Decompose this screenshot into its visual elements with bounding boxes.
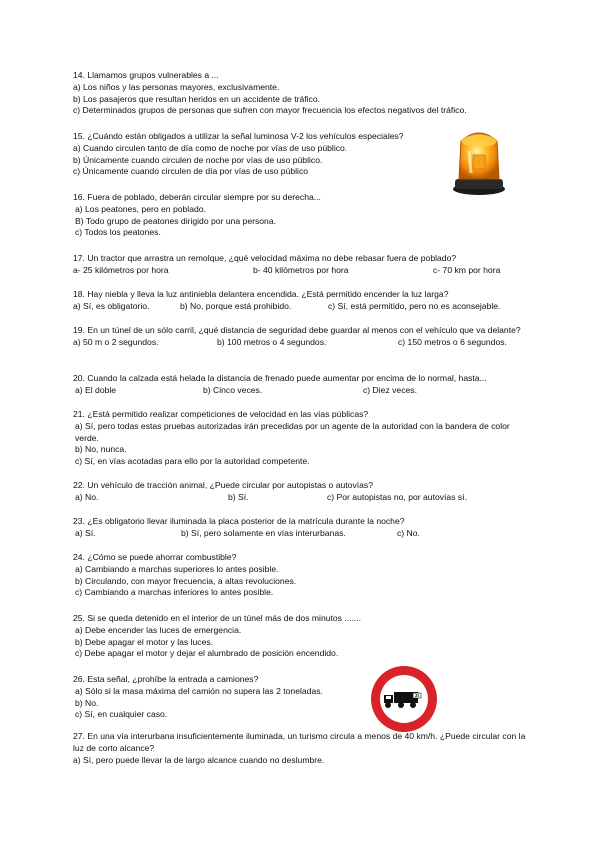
option-a: a) Los niños y las personas mayores, exclusivamente.	[73, 81, 280, 92]
option-b: b) No.	[75, 697, 99, 708]
question-20	[73, 373, 528, 397]
options-row	[73, 265, 528, 277]
option-c: c) Cambiando a marchas inferiores lo antes posible.	[75, 587, 274, 598]
options-row	[73, 301, 528, 313]
option-b: b) Sí.	[228, 491, 249, 502]
question-title: 14. Llamamos grupos vulnerables a ...	[73, 70, 219, 80]
option-a: a) Sí, es obligatorio.	[73, 300, 150, 311]
option-c: c) Todos los peatones.	[75, 227, 161, 238]
question-22	[73, 480, 528, 504]
question-title: 22. Un vehículo de tracción animal, ¿Puede circular por autopistas o autovías?	[73, 480, 373, 490]
option-a: a) Sí, pero todas estas pruebas autorizadas irán precedidas por un agente de la autoridad con la bandera de color verde.	[75, 420, 510, 443]
options-row	[73, 337, 528, 349]
option-b: b) No, porque está prohibido.	[180, 300, 292, 311]
option-a: a) Sí.	[75, 527, 96, 538]
option-a: a) Debe encender las luces de emergencia.	[75, 624, 242, 635]
question-title: 19. En un túnel de un sólo carril, ¿qué distancia de seguridad debe guardar al menos con el vehículo que va delante?	[73, 325, 521, 335]
orange-rotating-beacon-icon	[443, 121, 515, 197]
option-a: a) Cambiando a marchas superiores lo antes posible.	[75, 563, 279, 574]
no-entry-trucks-sign-icon	[368, 663, 440, 735]
option-b: b) No, nunca.	[75, 444, 127, 455]
option-c: c) Sí, en cualquier caso.	[75, 709, 168, 720]
option-c: c) Por autopistas no, por autovías sí.	[327, 491, 467, 502]
option-c: c) Diez veces.	[363, 384, 417, 395]
option-a: a) No.	[75, 491, 99, 502]
sign-weight-label: 2t	[414, 693, 420, 698]
question-title: 17. Un tractor que arrastra un remolque, ¿qué velocidad máxima no debe rebasar fuera de poblado?	[73, 253, 457, 263]
option-a: a) El doble	[75, 384, 117, 395]
options-row	[73, 492, 528, 504]
option-b: b) 100 metros o 4 segundos.	[217, 336, 327, 347]
question-26	[73, 674, 363, 721]
option-c: c) No.	[397, 527, 420, 538]
question-title: 23. ¿Es obligatorio llevar iluminada la placa posterior de la matrícula durante la noche?	[73, 516, 405, 526]
option-b: b) Debe apagar el motor y las luces.	[75, 636, 214, 647]
option-b: b) Circulando, con mayor frecuencia, a altas revoluciones.	[75, 575, 297, 586]
question-18	[73, 289, 528, 313]
question-14	[73, 70, 528, 117]
option-c: c) Sí, está permitido, pero no es aconsejable.	[328, 300, 501, 311]
question-title: 26. Esta señal, ¿prohíbe la entrada a camiones?	[73, 674, 259, 684]
question-title: 20. Cuando la calzada está helada la distancia de frenado puede aumentar por encima de lo normal, hasta...	[73, 373, 487, 383]
option-a: a) 50 m o 2 segundos.	[73, 336, 159, 347]
question-25	[73, 613, 528, 660]
option-c: c) Determinados grupos de personas que sufren con mayor frecuencia los efectos negativos del tráfico.	[73, 105, 467, 116]
question-title: 15. ¿Cuándo están obligados a utilizar la señal luminosa V-2 los vehículos especiales?	[73, 131, 404, 141]
question-23	[73, 516, 528, 540]
option-a: a) Cuando circulen tanto de día como de noche por vías de uso público.	[73, 142, 348, 153]
option-b: B) Todo grupo de peatones dirigido por una persona.	[75, 215, 276, 226]
option-b: b- 40 kilómetros por hora	[253, 264, 349, 275]
question-16	[73, 192, 528, 239]
option-c: c) Sí, en vías acotadas para ello por la autoridad competente.	[75, 456, 310, 467]
option-a: a- 25 kilómetros por hora	[73, 264, 169, 275]
question-title: 24. ¿Cómo se puede ahorrar combustible?	[73, 552, 237, 562]
options-row	[73, 528, 528, 540]
question-24	[73, 552, 528, 599]
option-b: b) Cinco veces.	[203, 384, 263, 395]
option-c: c) Únicamente cuando circulen de día por vías de uso público	[73, 166, 309, 177]
option-c: c) Debe apagar el motor y dejar el alumbrado de posición encendido.	[75, 648, 339, 659]
question-19	[73, 325, 528, 349]
option-a: a) Sólo si la masa máxima del camión no supera las 2 toneladas.	[75, 685, 323, 696]
question-21	[73, 409, 528, 468]
question-title: 18. Hay niebla y lleva la luz antiniebla delantera encendida. ¿Está permitido encender la luz larga?	[73, 289, 449, 299]
options-row	[73, 385, 528, 397]
option-c: c- 70 km por hora	[433, 264, 501, 275]
option-c: c) 150 metros o 6 segundos.	[398, 336, 507, 347]
option-b: b) Sí, pero solamente en vías interurbanas.	[181, 527, 346, 538]
question-title: 25. Si se queda detenido en el interior de un túnel más de dos minutos .......	[73, 613, 362, 623]
option-b: b) Los pasajeros que resultan heridos en un accidente de tráfico.	[73, 93, 320, 104]
question-title: 27. En una vía interurbana insuficientemente iluminada, un turismo circula a menos de 40 km/h. ¿Puede circular con la luz de corto alcance?	[73, 731, 526, 753]
question-17	[73, 253, 528, 277]
question-27	[73, 731, 528, 766]
question-title: 16. Fuera de poblado, deberán circular siempre por su derecha...	[73, 192, 321, 202]
option-a: a) Los peatones, pero en poblado.	[75, 203, 206, 214]
option-b: b) Únicamente cuando circulen de noche por vías de uso público.	[73, 154, 323, 165]
question-title: 21. ¿Está permitido realizar competiciones de velocidad en las vías públicas?	[73, 409, 369, 419]
option-a: a) Sí, pero puede llevar la de largo alcance cuando no deslumbre.	[73, 754, 325, 765]
